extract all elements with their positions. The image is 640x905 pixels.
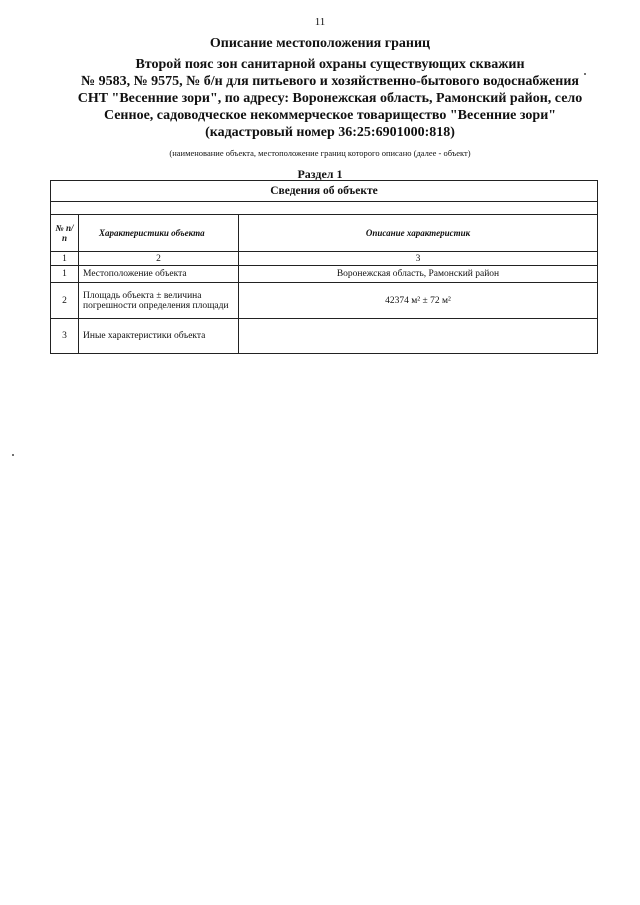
table-caption-row xyxy=(51,181,598,202)
row-description xyxy=(239,319,598,354)
row-num: 2 xyxy=(51,283,79,319)
table-row xyxy=(51,319,598,354)
object-name-block xyxy=(40,56,620,141)
object-name-line: № 9583, № 9575, № б/н для питьевого и хозяйственно-бытового водоснабжения xyxy=(81,74,579,89)
column-number: 3 xyxy=(239,252,598,266)
object-note: (наименование объекта, местоположение границ которого описано (далее - объект) xyxy=(169,148,471,158)
table-spacer-row xyxy=(51,202,598,215)
row-num: 1 xyxy=(51,266,79,283)
scan-speck xyxy=(584,73,586,75)
scan-speck xyxy=(12,454,14,456)
table-row xyxy=(51,283,598,319)
row-characteristic: Местоположение объекта xyxy=(79,266,239,283)
row-characteristic: Площадь объекта ± величина погрешности определения площади xyxy=(79,283,239,319)
page-number: 11 xyxy=(314,16,326,28)
row-description: 42374 м² ± 72 м² xyxy=(239,283,598,319)
document-title: Описание местоположения границ xyxy=(209,36,431,51)
row-num: 3 xyxy=(51,319,79,354)
table-spacer-cell xyxy=(51,202,598,215)
header-description: Описание характеристик xyxy=(239,215,598,252)
header-characteristic: Характеристики объекта xyxy=(79,215,239,252)
row-characteristic: Иные характеристики объекта xyxy=(79,319,239,354)
row-description: Воронежская область, Рамонский район xyxy=(239,266,598,283)
table-row xyxy=(51,266,598,283)
column-numbers-row xyxy=(51,252,598,266)
object-info-table xyxy=(50,180,598,354)
column-number: 2 xyxy=(79,252,239,266)
column-number: 1 xyxy=(51,252,79,266)
cadastral-number: (кадастровый номер 36:25:6901000:818) xyxy=(205,125,455,140)
object-name-line: Второй пояс зон санитарной охраны существующих скважин xyxy=(135,57,525,72)
table-header-row xyxy=(51,215,598,252)
object-name-line: СНТ "Весенние зори", по адресу: Воронежская область, Рамонский район, село xyxy=(77,91,583,106)
section-title: Раздел 1 xyxy=(297,167,343,181)
header-num: № п/п xyxy=(51,215,79,252)
object-name-line: Сенное, садоводческое некоммерческое товарищество "Весенние зори" xyxy=(103,108,557,123)
table-caption: Сведения об объекте xyxy=(51,181,598,202)
